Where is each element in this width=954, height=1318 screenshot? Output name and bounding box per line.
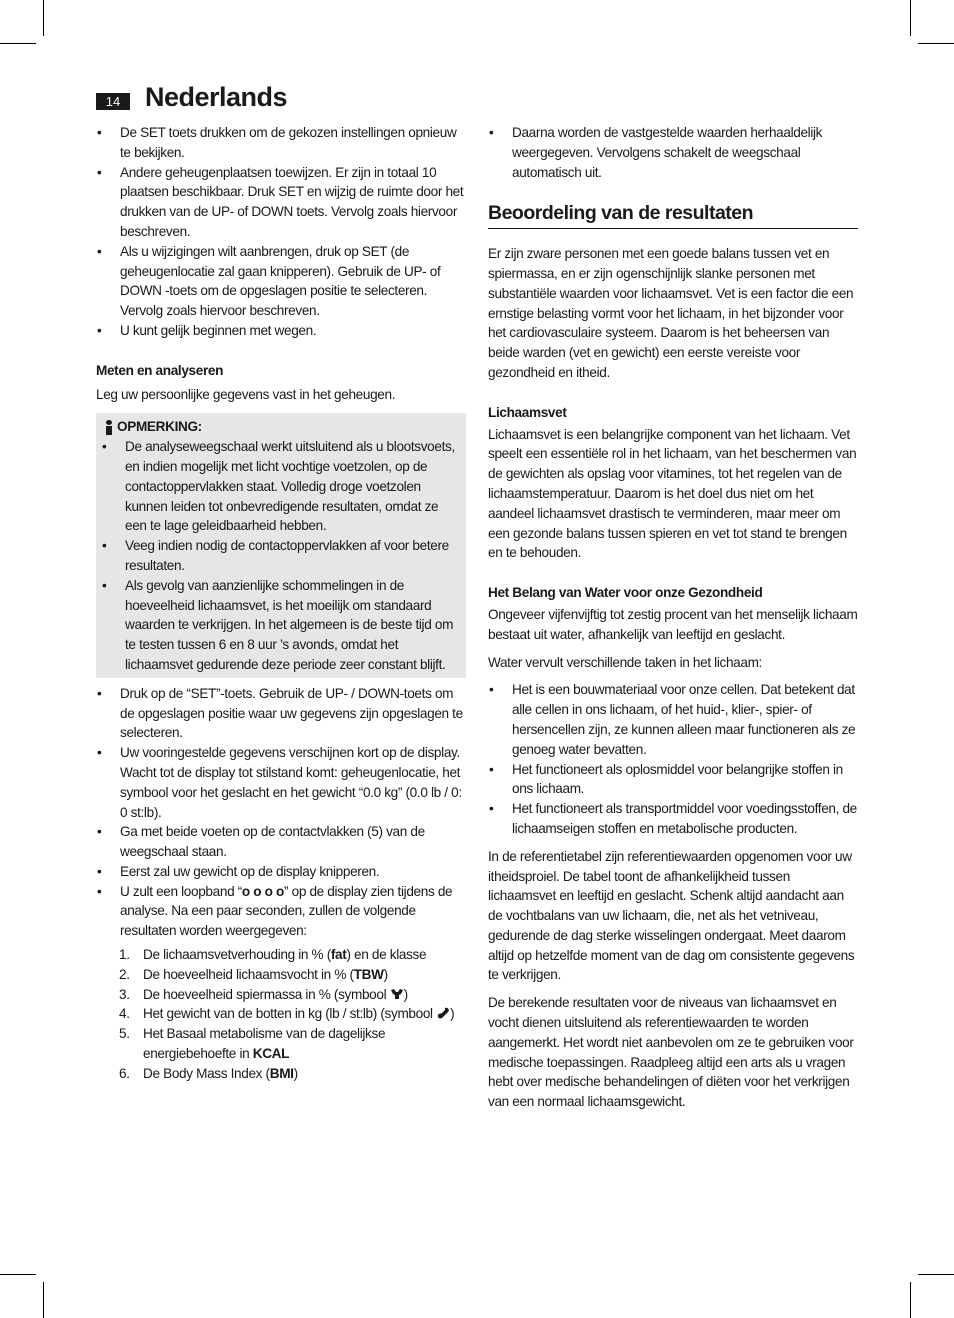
- list-item: • Het is een bouwmateriaal voor onze cellen. Dat betekent dat alle cellen in ons lichaam, of het huid-, klier-, spier- of hersencellen zijn, ze kunnen alleen maar functioneren als ze genoeg water bevatten.: [488, 680, 858, 759]
- list-item: • Het functioneert als oplosmiddel voor belangrijke stoffen in ons lichaam.: [488, 760, 858, 800]
- crop-mark: [918, 1274, 954, 1275]
- left-column: [96, 123, 466, 1084]
- list-item: • De analyseweegschaal werkt uitsluitend als u blootsvoets, en indien mogelijk met licht vochtige voetzolen, op de contactoppervlakken staat. Volledig droge voetzolen kunnen leiden tot onbevredigende resultaten, omdat ze een te lage geleidbaarheid hebben.: [101, 437, 460, 536]
- list-item: • Het functioneert als transportmiddel voor voedingsstoffen, de lichaamseigen stoffen en metabolische producten.: [488, 799, 858, 839]
- list-item: [96, 1004, 466, 1024]
- bullet-list-top: [96, 123, 466, 341]
- list-item: [96, 985, 466, 1005]
- page-title: Nederlands: [145, 82, 288, 112]
- right-column: [488, 123, 858, 1112]
- list-item: [96, 882, 466, 941]
- list-item: • Als gevolg van aanzienlijke schommelingen in de hoeveelheid lichaamsvet, is het moeilijk om standaard waarden te verkrijgen. In het algemeen is de beste tijd om te testen tussen 6 en 8 uur ’s avonds, omdat het lichaamsvet gedurende deze periode zeer constant blijft.: [101, 576, 460, 675]
- list-item: [96, 965, 466, 985]
- crop-mark: [918, 43, 954, 44]
- note-list: [101, 437, 460, 675]
- paragraph-meten: Leg uw persoonlijke gegevens vast in het geheugen.: [96, 386, 396, 402]
- subheading-lichaamsvet: Lichaamsvet: [488, 404, 567, 420]
- text-run: ): [403, 986, 408, 1002]
- subheading-meten: Meten en analyseren: [96, 362, 224, 378]
- list-number: 1.: [119, 947, 130, 963]
- muscle-icon: [390, 988, 404, 1000]
- list-item: • Daarna worden de vastgestelde waarden herhaaldelijk weergegeven. Vervolgens schakelt de weegschaal automatisch uit.: [488, 123, 858, 182]
- list-number: 2.: [119, 966, 130, 982]
- text-run: Het Basaal metabolisme van de dagelijkse energiebehoefte in: [143, 1026, 386, 1062]
- loop-symbol-text: o o o o: [241, 883, 284, 899]
- list-item: • Als u wijzigingen wilt aanbrengen, druk op SET (de geheugenlocatie zal gaan knipperen). Gebruik de UP- of DOWN -toets om de opgeslagen positie te selecteren. Vervolg zoals hiervoor beschreven.: [96, 242, 466, 321]
- crop-mark: [0, 43, 36, 44]
- list-number: 4.: [119, 1006, 130, 1022]
- text-run: ): [293, 1065, 298, 1081]
- text-run: U zult een loopband “: [120, 883, 242, 899]
- text-bold: KCAL: [252, 1046, 290, 1062]
- crop-mark: [43, 0, 44, 36]
- text-run: ) en de klasse: [346, 947, 427, 963]
- note-title: [101, 417, 460, 437]
- paragraph-water-1: Ongeveer vijfenvijftig tot zestig procent van het menselijk lichaam bestaat uit water, afhankelijk van leeftijd en geslacht.: [488, 606, 858, 642]
- text-bold: BMI: [269, 1065, 294, 1081]
- info-icon: [104, 420, 114, 435]
- list-item: • U kunt gelijk beginnen met wegen.: [96, 321, 466, 341]
- text-bold: fat: [330, 947, 347, 963]
- list-item: • Druk op de “SET”-toets. Gebruik de UP- / DOWN-toets om de opgeslagen positie waar uw gegevens zijn opgeslagen te selecteren.: [96, 684, 466, 743]
- subheading-water: Het Belang van Water voor onze Gezondheid: [488, 585, 763, 601]
- crop-mark: [910, 0, 911, 36]
- paragraph-intro: Er zijn zware personen met een goede balans tussen vet en spiermassa, en er zijn ogenschijnlijk slanke personen met substantiële waarden voor lichaamsvet. Vet is een factor die een ernstige belasting vormt voor het lichaam, in het bijzonder voor het cardiovasculaire systeem. Daarom is het beheersen van beide warden (vet en gewicht) een eerste vereiste voor gezondheid en itheid.: [488, 246, 854, 380]
- list-item: • Veeg indien nodig de contactoppervlakken af voor betere resultaten.: [101, 536, 460, 576]
- list-item: • Andere geheugenplaatsen toewijzen. Er zijn in totaal 10 plaatsen beschikbaar. Druk SET en wijzig de ruimte door het drukken van de UP- of DOWN toets. Vervolg zoals hiervoor beschreven.: [96, 163, 466, 242]
- list-number: 6.: [119, 1065, 130, 1081]
- bullet-list-right-top: [488, 123, 858, 182]
- note-title-text: OPMERKING:: [117, 419, 202, 435]
- paragraph-final: De berekende resultaten voor de niveaus van lichaamsvet en vocht dienen uitsluitend als referentiewaarden te worden aangemerkt. Het wordt niet aanbevolen om ze te gebruiken voor medische toepassingen. Raadpleeg altijd een arts als u vragen hebt over medische behandelingen of diëten voor het verkrijgen van een normaal lichaamsgewicht.: [488, 995, 854, 1110]
- text-run: ): [450, 1006, 455, 1022]
- list-item: [96, 1064, 466, 1084]
- numbered-list: [96, 945, 466, 1084]
- paragraph-reference: In de referentietabel zijn referentiewaarden opgenomen voor uw itheidsproiel. De tabel toont de afhankelijkheid tussen lichaamsvet en leeftijd en geslacht. Schenk altijd aandacht aan de vochtbalans van uw lichaam, die, net als het vetniveau, gedurende de dag sterke wisselingen ondergaat. Meet daarom altijd op hetzelfde moment van de dag om consistente gegevens te verkrijgen.: [488, 848, 855, 983]
- list-item: [96, 945, 466, 965]
- text-bold: TBW: [353, 966, 384, 982]
- crop-mark: [0, 1274, 36, 1275]
- text-run: De lichaamsvetverhouding in % (: [143, 947, 331, 963]
- water-bullet-list: [488, 680, 858, 838]
- note-box: [96, 413, 466, 677]
- page-number: 14: [96, 93, 130, 110]
- text-run: De hoeveelheid spiermassa in % (symbool: [143, 986, 390, 1002]
- crop-mark: [43, 1282, 44, 1318]
- list-number: 3.: [119, 986, 130, 1002]
- list-item: • De SET toets drukken om de gekozen instellingen opnieuw te bekijken.: [96, 123, 466, 163]
- list-item: [96, 1024, 466, 1064]
- paragraph-lichaamsvet: Lichaamsvet is een belangrijke component van het lichaam. Vet speelt een essentiële rol in het lichaam, van het beschermen van de gewichten als opslag voor vitamines, tot het regelen van de lichaamstemperatuur. Daarom is het doel dus niet om het aandeel lichaamsvet drastisch te verminderen, maar meer om een gezonde balans tussen spieren en vet tot stand te brengen en te behouden.: [488, 426, 857, 561]
- list-item: • Eerst zal uw gewicht op de display knipperen.: [96, 862, 466, 882]
- bullet-list-bottom: [96, 684, 466, 941]
- list-item: • Ga met beide voeten op de contactvlakken (5) van de weegschaal staan.: [96, 822, 466, 862]
- section-title: Beoordeling van de resultaten: [488, 204, 858, 229]
- text-run: De hoeveelheid lichaamsvocht in % (: [143, 966, 354, 982]
- list-item: • Uw vooringestelde gegevens verschijnen kort op de display. Wacht tot de display tot stilstand komt: geheugenlocatie, het symbool voor het geslacht en het gewicht “0.0 kg” (0.0 lb / 0: 0 st:lb).: [96, 743, 466, 822]
- paragraph-water-2: Water vervult verschillende taken in het lichaam:: [488, 654, 762, 670]
- text-run: De Body Mass Index (: [143, 1065, 270, 1081]
- bone-icon: [436, 1007, 450, 1019]
- text-run: Het gewicht van de botten in kg (lb / st:lb) (symbool: [143, 1006, 437, 1022]
- text-run: ” op de display zien tijdens de analyse. Na een paar seconden, zullen de volgende resultaten worden weergegeven:: [120, 883, 453, 939]
- text-run: ): [383, 966, 388, 982]
- list-number: 5.: [119, 1026, 130, 1042]
- crop-mark: [910, 1282, 911, 1318]
